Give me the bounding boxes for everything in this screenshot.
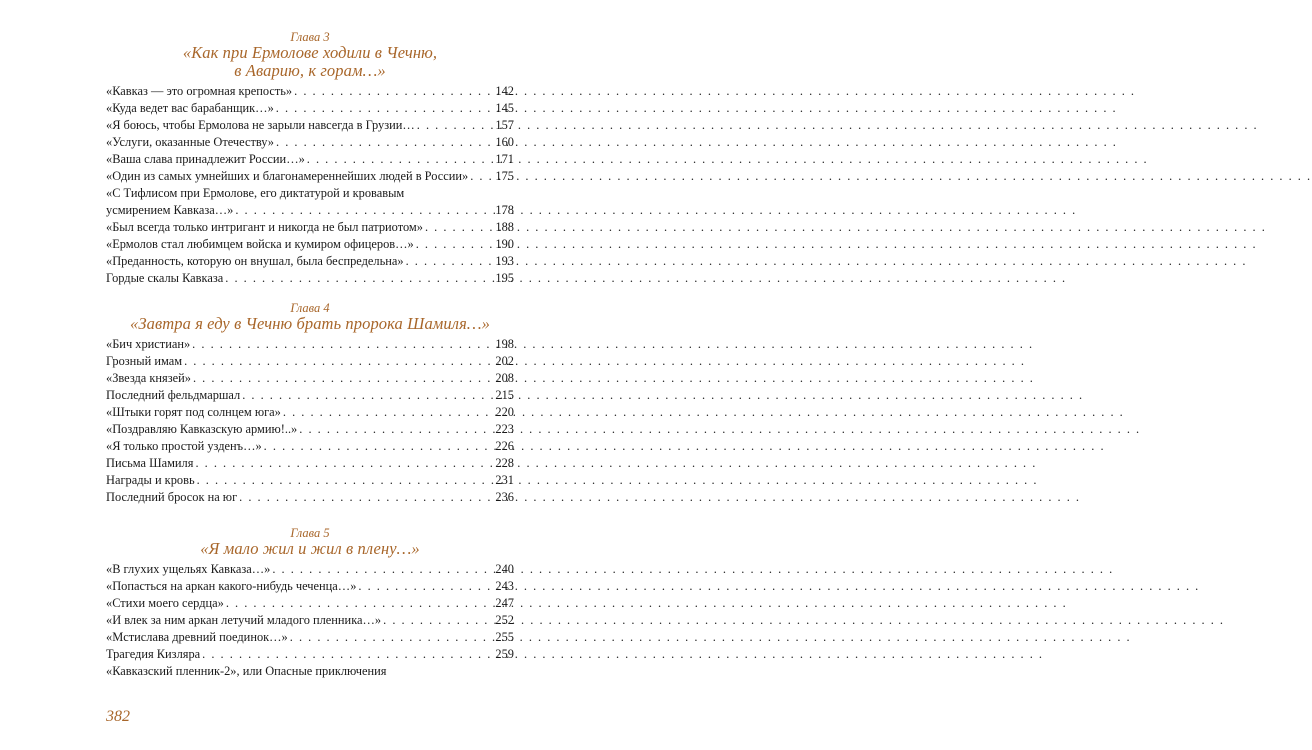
toc-entry-title: «Преданность, которую он внушал, была беспредельна» xyxy=(106,254,404,268)
chapter-entries xyxy=(106,83,514,287)
toc-entry-page: 231 xyxy=(495,473,514,487)
toc-entry-page: 190 xyxy=(495,237,514,251)
dot-leader xyxy=(192,336,493,353)
toc-entry-title: «Поздравляю Кавказскую армию!..» xyxy=(106,422,298,436)
toc-entry-title: усмирением Кавказа…» xyxy=(106,203,234,217)
toc-entry-page: 252 xyxy=(495,613,514,627)
toc-entry[interactable] xyxy=(106,387,514,404)
toc-entry-title: «Кавказ — это огромная крепость» xyxy=(106,84,293,98)
toc-entry-page: 193 xyxy=(495,254,514,268)
dot-leader xyxy=(239,489,493,506)
toc-entry-title: «И влек за ним аркан летучий младого пленника…» xyxy=(106,613,382,627)
toc-entry-page: 142 xyxy=(495,84,514,98)
toc-entry[interactable] xyxy=(106,629,514,646)
dot-leader xyxy=(307,151,494,168)
dot-leader xyxy=(406,253,494,270)
toc-entry-page: 160 xyxy=(495,135,514,149)
chapter-title-line: «Как при Ермолове ходили в Чечню, xyxy=(182,43,438,62)
toc-entry-title: «Ермолов стал любимцем войска и кумиром офицеров…» xyxy=(106,237,414,251)
toc-entry-title: Награды и кровь xyxy=(106,473,195,487)
toc-entry[interactable] xyxy=(106,270,514,287)
toc-entry-page: 178 xyxy=(495,203,514,217)
dot-leader xyxy=(299,421,493,438)
toc-entry-title: «Один из самых умнейших и благонамереннейших людей в России» xyxy=(106,169,469,183)
toc-entry-page: 226 xyxy=(495,439,514,453)
toc-entry-title: Трагедия Кизляра xyxy=(106,647,201,661)
dot-leader xyxy=(416,236,494,253)
toc-entry-page: 247 xyxy=(495,596,514,610)
toc-entry[interactable] xyxy=(106,578,514,595)
toc-entry-title: «В глухих ущельях Кавказа…» xyxy=(106,562,271,576)
table-of-contents xyxy=(106,30,514,680)
toc-entry-page: 195 xyxy=(495,271,514,285)
toc-entry-first-line[interactable]: «Кавказский пленник-2», или Опасные приключения xyxy=(106,664,387,678)
dot-leader xyxy=(202,646,493,663)
toc-entry-title: «Был всегда только интригант и никогда не был патриотом» xyxy=(106,220,423,234)
toc-entry-page: 202 xyxy=(495,354,514,368)
chapter-label: Глава 4 xyxy=(290,301,330,315)
toc-entry-page: 223 xyxy=(495,422,514,436)
dot-leader xyxy=(417,117,494,134)
toc-entry[interactable] xyxy=(106,151,514,168)
dot-leader xyxy=(276,134,493,151)
chapter-label: Глава 5 xyxy=(290,526,330,540)
toc-entry[interactable] xyxy=(106,100,514,117)
toc-entry-title: Письма Шамиля xyxy=(106,456,194,470)
toc-entry-title: Грозный имам xyxy=(106,354,183,368)
toc-entry-page: 220 xyxy=(495,405,514,419)
toc-entry-page: 255 xyxy=(495,630,514,644)
dot-leader xyxy=(225,270,493,287)
toc-entry-page: 240 xyxy=(495,562,514,576)
dot-leader xyxy=(290,629,494,646)
toc-entry[interactable] xyxy=(106,83,514,100)
dot-leader xyxy=(235,202,493,219)
dot-leader xyxy=(294,83,493,100)
toc-entry-title: «Звезда князей» xyxy=(106,371,191,385)
toc-entry-page: 198 xyxy=(495,337,514,351)
toc-entry[interactable] xyxy=(106,472,514,489)
toc-entry[interactable] xyxy=(106,489,514,506)
toc-entry-title: «Услуги, оказанные Отечеству» xyxy=(106,135,275,149)
toc-entry[interactable] xyxy=(106,117,514,134)
toc-entry-title: «Я боюсь, чтобы Ермолова не зарыли навсегда в Грузии… xyxy=(106,118,415,132)
chapter-label: Глава 3 xyxy=(290,30,330,44)
toc-entry-page: 145 xyxy=(495,101,514,115)
toc-entry-title: «Стихи моего сердца» xyxy=(106,596,224,610)
toc-entry[interactable] xyxy=(106,421,514,438)
chapter-heading xyxy=(106,526,514,558)
toc-entry[interactable] xyxy=(106,236,514,253)
dot-leader xyxy=(358,578,493,595)
toc-entry-title: «Мстислава древний поединок…» xyxy=(106,630,288,644)
dot-leader xyxy=(195,455,493,472)
toc-entry-page: 259 xyxy=(495,647,514,661)
toc-entry-title: «Штыки горят под солнцем юга» xyxy=(106,405,281,419)
toc-entry[interactable] xyxy=(106,370,514,387)
dot-leader xyxy=(283,404,494,421)
toc-entry-page: 171 xyxy=(495,152,514,166)
chapter-heading xyxy=(106,301,514,333)
dot-leader xyxy=(383,612,493,629)
toc-entry[interactable] xyxy=(106,646,514,663)
dot-leader xyxy=(197,472,494,489)
chapter-entries xyxy=(106,336,514,506)
toc-entry-title: «Попасться на аркан какого-нибудь чеченца…» xyxy=(106,579,357,593)
toc-entry[interactable] xyxy=(106,336,514,353)
toc-entry-page: 236 xyxy=(495,490,514,504)
dot-leader xyxy=(272,561,493,578)
toc-entry[interactable] xyxy=(106,134,514,151)
toc-entry[interactable] xyxy=(106,168,514,185)
toc-entry-title: Гордые скалы Кавказа xyxy=(106,271,224,285)
toc-entry-title: Последний фельдмаршал xyxy=(106,388,241,402)
dot-leader xyxy=(226,595,494,612)
toc-entry-page: 243 xyxy=(495,579,514,593)
toc-entry-title: «Куда ведет вас барабанщик…» xyxy=(106,101,274,115)
dot-leader xyxy=(470,168,493,185)
toc-entry[interactable] xyxy=(106,219,514,236)
toc-entry-page: 175 xyxy=(495,169,514,183)
chapter-title-line: в Аварию, к горам…» xyxy=(234,61,386,80)
toc-entry[interactable] xyxy=(106,202,514,219)
toc-entry[interactable] xyxy=(106,612,514,629)
dot-leader xyxy=(193,370,493,387)
toc-entry-page: 157 xyxy=(495,118,514,132)
toc-entry-page: 188 xyxy=(495,220,514,234)
chapter-entries xyxy=(106,561,514,680)
chapter-title-line: «Я мало жил и жил в плену…» xyxy=(200,539,420,558)
dot-leader xyxy=(184,353,493,370)
toc-entry[interactable] xyxy=(106,404,514,421)
toc-entry-title: «Ваша слава принадлежит России…» xyxy=(106,152,305,166)
toc-entry-title: Последний бросок на юг xyxy=(106,490,238,504)
dot-leader xyxy=(425,219,493,236)
toc-entry[interactable] xyxy=(106,253,514,270)
toc-entry[interactable] xyxy=(106,438,514,455)
chapter-heading xyxy=(106,30,514,80)
toc-entry[interactable] xyxy=(106,561,514,578)
toc-entry-title: «Бич христиан» xyxy=(106,337,191,351)
toc-entry-page: 208 xyxy=(495,371,514,385)
toc-entry[interactable] xyxy=(106,595,514,612)
dot-leader xyxy=(264,438,494,455)
page-number: 382 xyxy=(106,708,130,725)
dot-leader xyxy=(276,100,494,117)
toc-entry-page: 228 xyxy=(495,456,514,470)
toc-entry[interactable] xyxy=(106,353,514,370)
dot-leader xyxy=(242,387,493,404)
toc-entry[interactable] xyxy=(106,455,514,472)
toc-entry-page: 215 xyxy=(495,388,514,402)
toc-entry-title: «Я только простой узденъ…» xyxy=(106,439,262,453)
chapter-title-line: «Завтра я еду в Чечню брать пророка Шамиля…» xyxy=(130,314,490,333)
toc-entry-first-line[interactable]: «С Тифлисом при Ермолове, его диктатурой и кровавым xyxy=(106,186,405,200)
